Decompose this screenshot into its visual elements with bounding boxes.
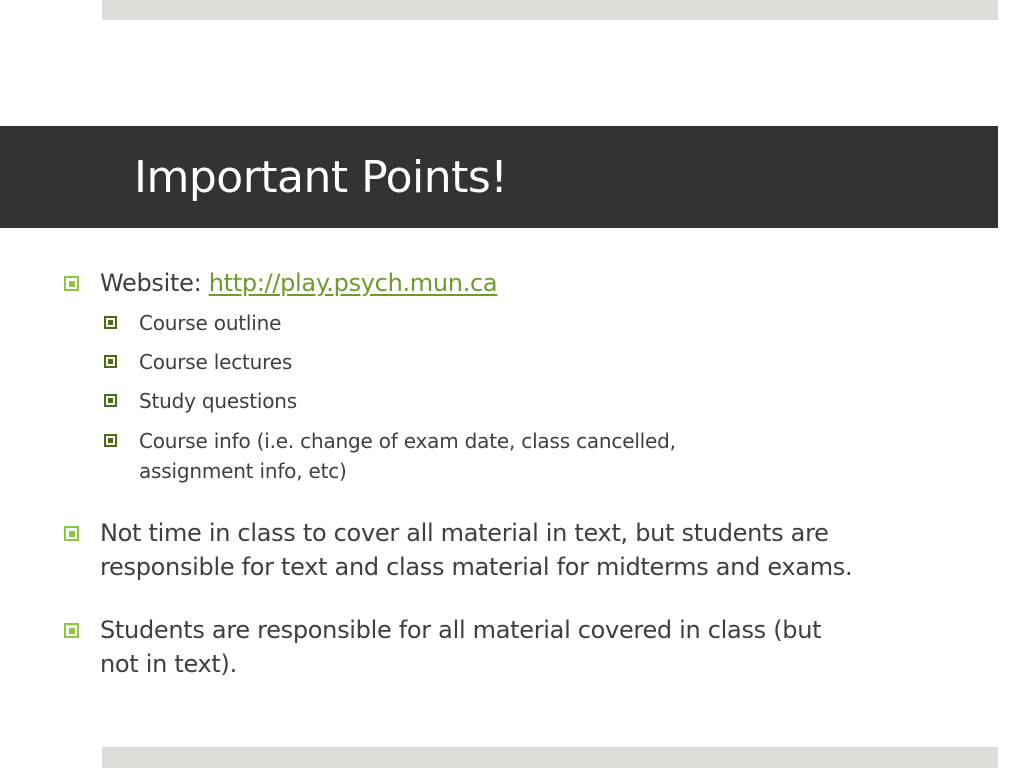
bullet-class-time-line1: Not time in class to cover all material in text, but students are — [100, 519, 829, 547]
bottom-decor-strip — [102, 747, 998, 768]
sub-bullet-square-icon — [104, 316, 117, 329]
sub-item-course-lectures: Course lectures — [139, 350, 293, 374]
sub-bullet-square-icon — [104, 434, 117, 447]
sub-bullet-square-icon — [104, 355, 117, 368]
sub-item-study-questions: Study questions — [139, 389, 297, 413]
bullet-square-icon — [64, 526, 79, 541]
bullet-square-icon — [64, 623, 79, 638]
sub-item-course-info-cont: assignment info, etc) — [139, 459, 347, 483]
sub-bullet-square-icon — [104, 394, 117, 407]
slide-title: Important Points! — [134, 152, 508, 203]
bullet-responsibility-line2: not in text). — [100, 650, 237, 678]
bullet-square-icon — [64, 276, 79, 291]
bullet-class-time-line2: responsible for text and class material for midterms and exams. — [100, 553, 853, 581]
sub-item-course-info: Course info (i.e. change of exam date, class cancelled, — [139, 429, 676, 453]
website-label: Website: — [100, 269, 209, 297]
sub-item-course-outline: Course outline — [139, 311, 282, 335]
website-link[interactable]: http://play.psych.mun.ca — [208, 269, 498, 297]
bullet-responsibility-line1: Students are responsible for all material covered in class (but — [100, 616, 822, 644]
bullet-website — [100, 266, 497, 300]
